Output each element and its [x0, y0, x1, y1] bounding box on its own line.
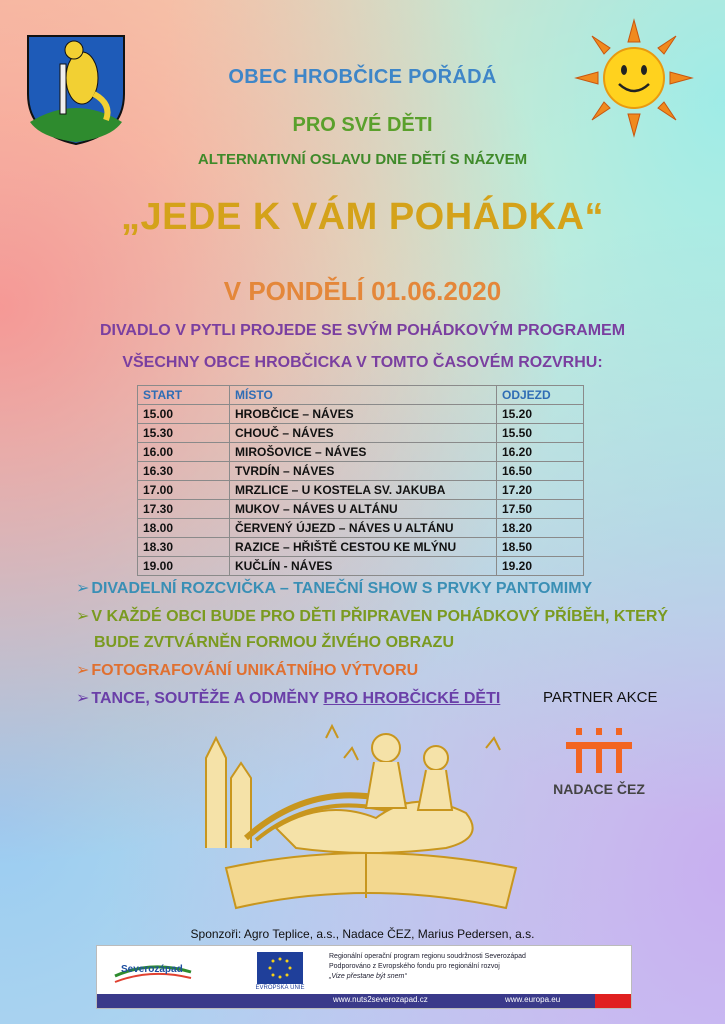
- europa-link[interactable]: www.europa.eu: [505, 995, 561, 1004]
- departure-cell: 17.50: [497, 500, 584, 519]
- banner-footer-bar: [97, 994, 631, 1008]
- table-row: [138, 443, 584, 462]
- start-cell: 15.30: [138, 424, 230, 443]
- place-cell: MUKOV – NÁVES U ALTÁNU: [230, 500, 497, 519]
- op-line-1: Regionální operační program regionu soudržnosti Severozápad: [329, 953, 526, 960]
- table-row: [138, 462, 584, 481]
- start-cell: 18.00: [138, 519, 230, 538]
- departure-cell: 15.50: [497, 424, 584, 443]
- fairytale-book-illustration: [186, 718, 542, 914]
- table-row: [138, 481, 584, 500]
- schedule-header-row: [138, 386, 584, 405]
- severozapad-text: Severozápad: [121, 964, 183, 975]
- start-cell: 19.00: [138, 557, 230, 576]
- bullet-link-text: PRO HROBČICKÉ DĚTI: [323, 690, 501, 707]
- event-date: V PONDĚLÍ 01.06.2020: [223, 276, 502, 306]
- nuts2-link[interactable]: www.nuts2severozapad.cz: [333, 995, 428, 1004]
- column-header-departure: ODJEZD: [497, 386, 584, 405]
- table-row: [138, 519, 584, 538]
- start-cell: 18.30: [138, 538, 230, 557]
- bullet-item: [76, 660, 418, 680]
- partner-name: NADACE ČEZ: [553, 781, 645, 797]
- bullet-item: [76, 606, 668, 626]
- column-header-place: MÍSTO: [230, 386, 497, 405]
- table-row: [138, 557, 584, 576]
- operational-programme-text: [329, 952, 526, 982]
- place-cell: RAZICE – HŘIŠTĚ CESTOU KE MLÝNU: [230, 538, 497, 557]
- organizer-line: OBEC HROBČICE POŘÁDÁ: [228, 66, 497, 88]
- bullet-item: [76, 578, 592, 598]
- departure-cell: 16.20: [497, 443, 584, 462]
- start-cell: 17.30: [138, 500, 230, 519]
- intro-line-2: VŠECHNY OBCE HROBČICKA V TOMTO ČASOVÉM ROZVRHU:: [122, 354, 603, 371]
- arrow-bullet-icon: ➢: [76, 608, 90, 625]
- bullet-text-continued: BUDE ZVTVÁRNĚN FORMOU ŽIVÉHO OBRAZU: [94, 634, 454, 651]
- start-cell: 16.00: [138, 443, 230, 462]
- audience-line: PRO SVÉ DĚTI: [292, 114, 433, 136]
- place-cell: CHOUČ – NÁVES: [230, 424, 497, 443]
- departure-cell: 17.20: [497, 481, 584, 500]
- bullet-text: DIVADELNÍ ROZCVIČKA – TANEČNÍ SHOW S PRVKY PANTOMIMY: [91, 580, 593, 597]
- column-header-start: START: [138, 386, 230, 405]
- departure-cell: 18.50: [497, 538, 584, 557]
- severozapad-logo: [111, 954, 195, 988]
- eu-flag-icon: [257, 952, 303, 984]
- table-row: [138, 424, 584, 443]
- start-cell: 17.00: [138, 481, 230, 500]
- departure-cell: 18.20: [497, 519, 584, 538]
- bullet-item: [76, 688, 500, 708]
- place-cell: MRZLICE – U KOSTELA SV. JAKUBA: [230, 481, 497, 500]
- table-row: [138, 405, 584, 424]
- table-row: [138, 500, 584, 519]
- departure-cell: 19.20: [497, 557, 584, 576]
- eu-label: EVROPSKÁ UNIE: [255, 985, 305, 991]
- intro-line-1: DIVADLO V PYTLI PROJEDE SE SVÝM POHÁDKOVÝM PROGRAMEM: [99, 322, 626, 339]
- start-cell: 16.30: [138, 462, 230, 481]
- table-row: [138, 538, 584, 557]
- op-line-2: Podporováno z Evropského fondu pro regionální rozvoj: [329, 963, 500, 970]
- place-cell: MIROŠOVICE – NÁVES: [230, 443, 497, 462]
- bullet-text: TANCE, SOUTĚŽE A ODMĚNY: [91, 690, 324, 707]
- place-cell: KUČLÍN - NÁVES: [230, 557, 497, 576]
- red-accent-block: [595, 994, 631, 1008]
- start-cell: 15.00: [138, 405, 230, 424]
- bullet-text: FOTOGRAFOVÁNÍ UNIKÁTNÍHO VÝTVORU: [91, 662, 419, 679]
- sponsors-line: Sponzoři: Agro Teplice, a.s., Nadace ČEZ, Marius Pedersen, a.s.: [190, 927, 535, 941]
- departure-cell: 16.50: [497, 462, 584, 481]
- bullet-text: V KAŽDÉ OBCI BUDE PRO DĚTI PŘIPRAVEN POHÁDKOVÝ PŘÍBĚH, KTERÝ: [91, 608, 669, 625]
- op-line-3: „Vize přestane být snem“: [329, 973, 407, 980]
- subtitle-line: ALTERNATIVNÍ OSLAVU DNE DĚTÍ S NÁZVEM: [197, 151, 528, 168]
- arrow-bullet-icon: ➢: [76, 580, 90, 597]
- arrow-bullet-icon: ➢: [76, 690, 90, 707]
- schedule-table: [137, 385, 584, 576]
- place-cell: TVRDÍN – NÁVES: [230, 462, 497, 481]
- place-cell: ČERVENÝ ÚJEZD – NÁVES U ALTÁNU: [230, 519, 497, 538]
- place-cell: HROBČICE – NÁVES: [230, 405, 497, 424]
- funding-banner: [96, 945, 632, 1009]
- departure-cell: 15.20: [497, 405, 584, 424]
- event-title: „JEDE K VÁM POHÁDKA“: [121, 196, 604, 238]
- partner-label: PARTNER AKCE: [543, 689, 658, 706]
- arrow-bullet-icon: ➢: [76, 662, 90, 679]
- nadace-cez-logo: [566, 728, 632, 776]
